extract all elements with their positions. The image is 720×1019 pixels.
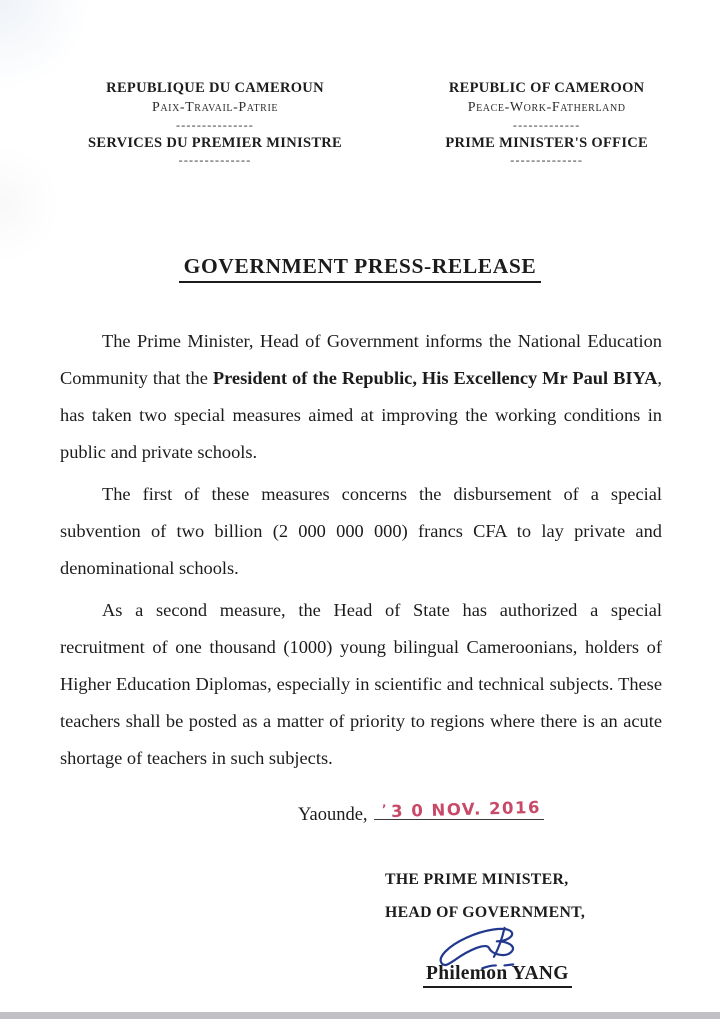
office-name-fr: SERVICES DU PREMIER MINISTRE — [88, 135, 343, 151]
document-title-row — [0, 254, 720, 283]
divider-dashes: --------------- — [176, 118, 254, 132]
office-name-en: PRIME MINISTER'S OFFICE — [445, 135, 648, 151]
date-blank-line — [374, 799, 544, 820]
divider-dashes: -------------- — [510, 153, 584, 167]
document-title: GOVERNMENT PRESS-RELEASE — [179, 254, 542, 283]
paragraph-3: As a second measure, the Head of State has authorized a special recruitment of one thousand (1000) young bilingual Cameroonians, holders of Higher Education Diplomas, especially in scientific and technical subjects. These teachers shall be posted as a matter of priority to regions where there is an acute shortage of teachers in such subjects. — [60, 600, 662, 768]
letterhead — [88, 78, 648, 168]
document-body — [60, 323, 662, 777]
signatory-title-2: HEAD OF GOVERNMENT, — [385, 904, 586, 921]
divider-dashes: ------------- — [512, 118, 581, 132]
letterhead-english — [445, 78, 648, 168]
republic-name-fr: REPUBLIQUE DU CAMEROUN — [106, 80, 324, 96]
paragraph-1-post: , has taken two special measures aimed at improving the working conditions in public and private schools. — [60, 368, 662, 462]
republic-name-en: REPUBLIC OF CAMEROON — [448, 80, 645, 96]
paragraph-1-pre: The Prime Minister, Head of Government informs the National Education Community that the — [60, 331, 662, 388]
dateline — [298, 799, 720, 829]
date-stamp: ’ 3 0 NOV. 2016 — [381, 798, 540, 821]
signature-block — [385, 863, 720, 988]
paragraph-1-bold: President of the Republic, His Excellency Mr Paul BIYA — [212, 368, 658, 388]
paragraph-1 — [60, 323, 662, 471]
divider-dashes: -------------- — [178, 153, 252, 167]
motto-fr: Paix-Travail-Patrie — [151, 100, 279, 115]
paragraph-2: The first of these measures concerns the disbursement of a special subvention of two billion (2 000 000 000) francs CFA to lay private and denominational schools. — [60, 484, 662, 578]
scanner-edge-strip — [0, 1012, 720, 1019]
letterhead-french — [88, 78, 342, 168]
dateline-place: Yaounde, — [298, 805, 368, 825]
signatory-name: Philemon YANG — [423, 963, 572, 988]
signatory-title-1: THE PRIME MINISTER, — [385, 871, 569, 888]
motto-en: Peace-Work-Fatherland — [467, 100, 626, 115]
